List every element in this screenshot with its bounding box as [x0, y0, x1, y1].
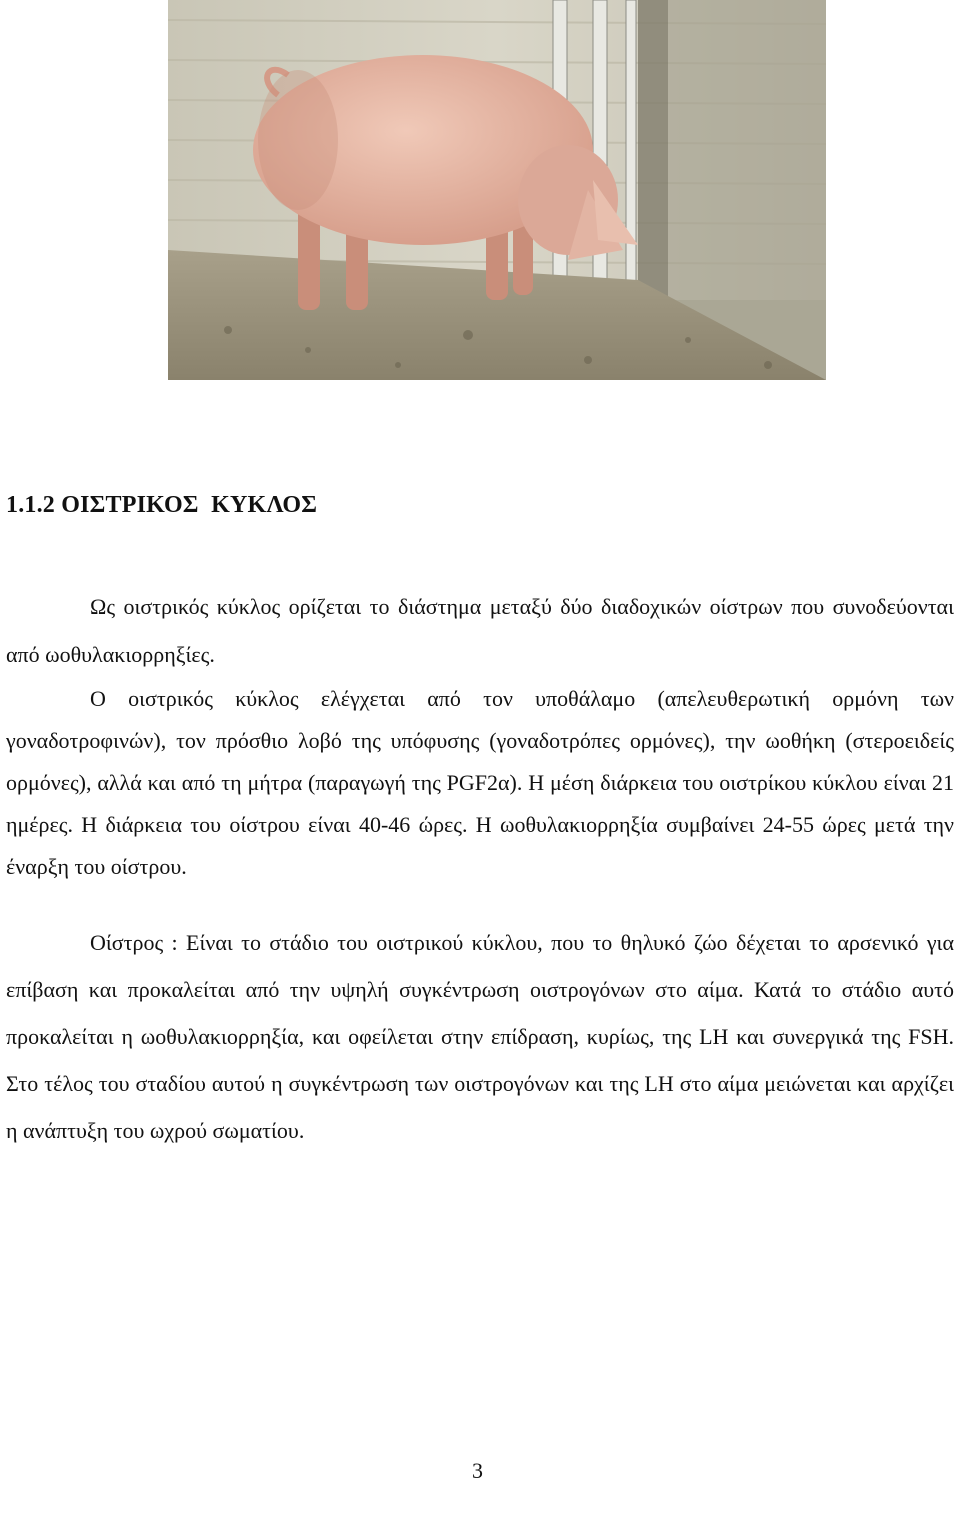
paragraph-regulation	[6, 678, 954, 888]
paragraph-2-text: Ο οιστρικός κύκλος ελέγχεται από τον υποθάλαμο (απελευθερωτική ορμόνη των γοναδοτροφινών), τον πρόσθιο λοβό της υπόφυσης (γοναδοτρόπες ορμόνες), την ωοθήκη (στεροειδείς ορμόνες), αλλά και από τη μήτρα (παραγωγή της PGF2α). Η μέση διάρκεια του οιστρίκου κύκλου είναι 21 ημέρες. Η διάρκεια του οίστρου είναι 40-46 ώρες. Η ωοθυλακιορρηξία συμβαίνει 24-55 ώρες μετά την έναρξη του οίστρου.	[6, 686, 954, 879]
section-heading: 1.1.2 ΟΙΣΤΡΙΚΟΣ ΚΥΚΛΟΣ	[6, 492, 318, 518]
paragraph-1-text: Ως οιστρικός κύκλος ορίζεται το διάστημα μεταξύ δύο διαδοχικών οίστρων που συνοδεύονται από ωοθυλακιορρηξίες.	[6, 594, 954, 667]
paragraph-estrus	[6, 919, 954, 1154]
pig-photo	[168, 0, 826, 380]
paragraph-3-text: Οίστρος : Είναι το στάδιο του οιστρικού κύκλου, που το θηλυκό ζώο δέχεται το αρσενικό για επίβαση και προκαλείται από την υψηλή συγκέντρωση οιστρογόνων στο αίμα. Κατά το στάδιο αυτό προκαλείται η ωοθυλακιορρηξία, και οφείλεται στην επίδραση, κυρίως, της LH και συνεργικά της FSH. Στο τέλος του σταδίου αυτού η συγκέντρωση των οιστρογόνων και της LH στο αίμα μειώνεται και αρχίζει η ανάπτυξη του ωχρού σωματίου.	[6, 930, 954, 1143]
paragraph-definition	[6, 583, 954, 679]
page-number: 3	[472, 1458, 483, 1483]
pig-photo-drawing	[168, 0, 826, 380]
